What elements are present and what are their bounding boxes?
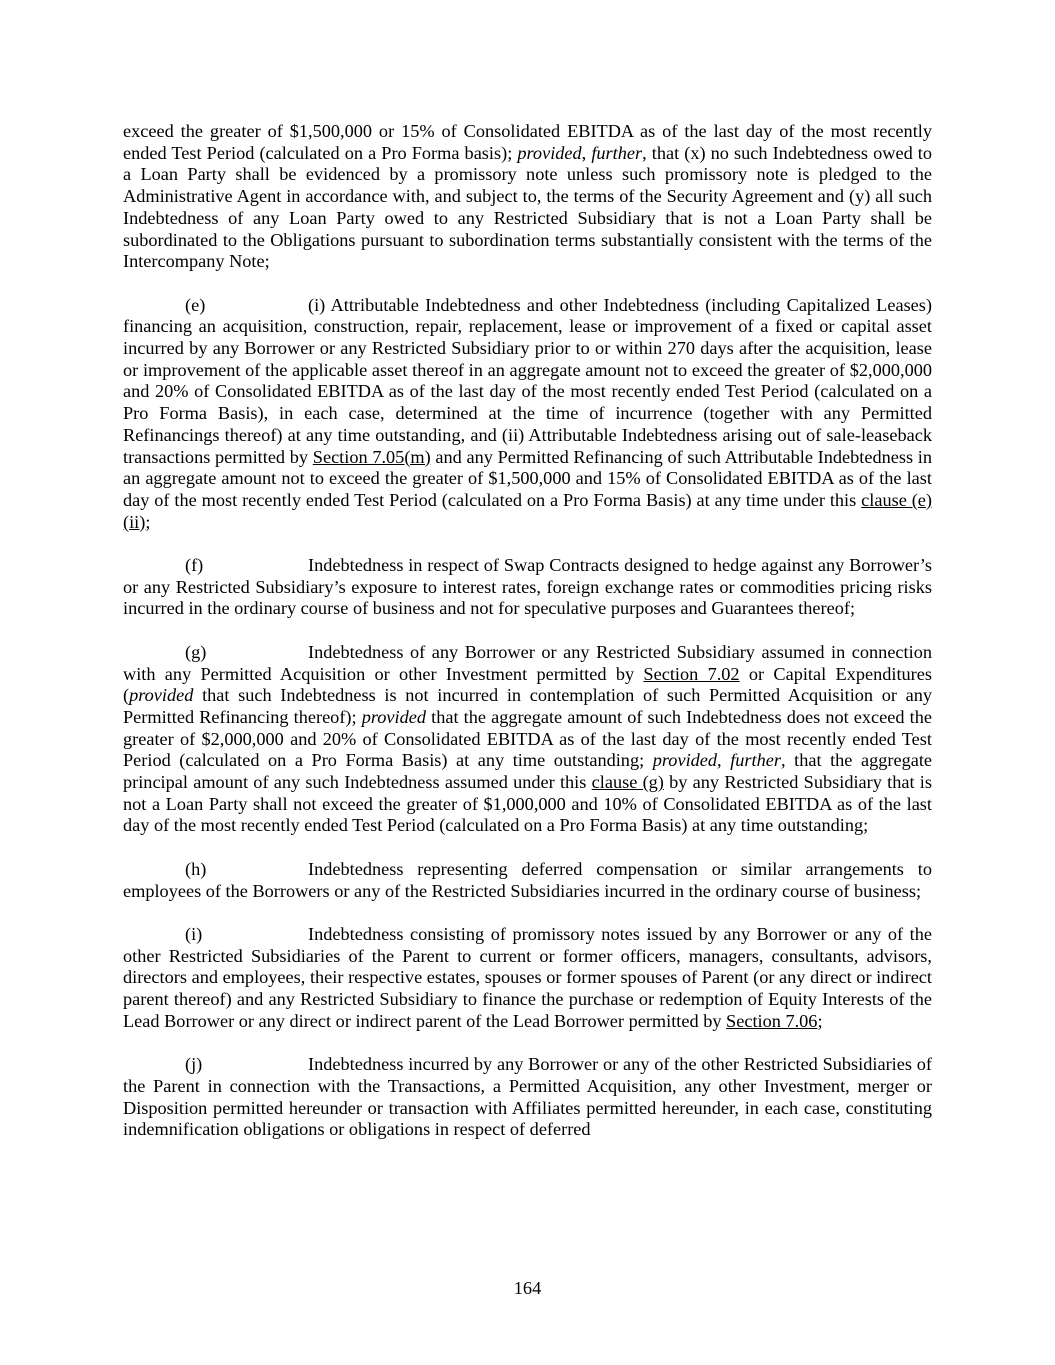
paragraph — [123, 295, 932, 534]
section-reference: Section 7.05(m) — [312, 446, 431, 467]
emphasized-text: provided — [652, 750, 718, 771]
text-segment: and any Permitted Refinancing of such Attributable Indebtedness in an aggregate amount not to exceed the greater of $1,500,000 and 15% of Consolidated EBITDA as of the last day of the most recently ended Test Period (calculated on a Pro Forma Basis) at any time under this — [123, 446, 933, 510]
text-segment: that the aggregate amount of such Indebtedness does not exceed the greater of $2,000,000 and 20% of Consolidated EBITDA as of the last day of the most recently ended Test Period (calculated on a Pro Forma Basis) at any time outstanding; — [123, 706, 932, 771]
page-number: 164 — [513, 1278, 542, 1298]
text-segment: , — [581, 142, 592, 163]
paragraph — [123, 859, 932, 902]
section-reference: clause (e)(ii) — [123, 489, 933, 532]
paragraph — [123, 924, 932, 1033]
document-body — [123, 121, 932, 1141]
clause-label: (g) — [185, 641, 207, 662]
clause-label: (h) — [185, 858, 207, 879]
text-segment: that such Indebtedness is not incurred in contemplation of such Permitted Acquisition or any Permitted Refinancing thereof); — [123, 685, 932, 727]
text-segment: , that the aggregate principal amount of any such Indebtedness assumed under this — [123, 750, 933, 793]
emphasized-text: provided — [517, 142, 582, 163]
emphasized-text: provided — [361, 706, 427, 727]
text-segment: , that (x) no such Indebtedness owed to a Loan Party shall be evidenced by a promissory note unless such promissory note is pledged to the Administrative Agent in accordance with, and subject to, the terms of the Security Agreement and (y) all such Indebtedness of any Loan Party owed to any Restricted Subsidiary that is not a Loan Party shall be subordinated to the Obligations pursuant to subordination terms substantially consistent with the terms of the Intercompany Note; — [123, 142, 933, 272]
text-segment: ; — [817, 1010, 823, 1031]
paragraph — [123, 555, 932, 620]
clause-label: (f) — [185, 555, 204, 576]
text-segment: exceed the greater of $1,500,000 or 15% of Consolidated EBITDA as of the last day of the most recently ended Test Period (calculated on a Pro Forma basis); — [123, 121, 932, 163]
text-segment: , — [717, 750, 731, 771]
text-segment: ; — [145, 511, 151, 532]
emphasized-text: further — [730, 750, 781, 771]
emphasized-text: provided — [129, 685, 194, 706]
text-segment: Indebtedness consisting of promissory notes issued by any Borrower or any of the other Restricted Subsidiaries of the Parent to current or former officers, managers, consultants, advisors, directors and employees, their respective estates, spouses or former spouses of Parent (or any direct or indirect parent thereof) and any Restricted Subsidiary to finance the purchase or redemption of Equity Interests of the Lead Borrower or any direct or indirect parent of the Lead Borrower permitted by — [123, 923, 932, 1031]
paragraph — [123, 1054, 932, 1141]
text-segment: by any Restricted Subsidiary that is not a Loan Party shall not exceed the greater of $1,000,000 and 10% of Consolidated EBITDA as of the last day of the most recently ended Test Period (calculated on a Pro Forma Basis) at any time outstanding; — [123, 772, 932, 836]
section-reference: clause (g) — [591, 772, 664, 793]
section-reference: Section 7.06 — [726, 1010, 818, 1031]
emphasized-text: further — [591, 142, 643, 163]
text-segment: Indebtedness of any Borrower or any Restricted Subsidiary assumed in connection with any Permitted Acquisition or other Investment permitted by — [123, 641, 932, 684]
clause-label: (j) — [185, 1054, 203, 1075]
text-segment: or Capital Expenditures ( — [123, 663, 932, 706]
paragraph — [123, 642, 932, 837]
text-segment: Indebtedness incurred by any Borrower or any of the other Restricted Subsidiaries of the Parent in connection with the Transactions, a Permitted Acquisition, any other Investment, merger or Disposition permitted hereunder or transaction with Affiliates permitted hereunder, in each case, constituting indemnification obligations or obligations in respect of deferred — [123, 1054, 932, 1140]
paragraph — [123, 121, 932, 273]
section-reference: Section 7.02 — [643, 663, 740, 684]
clause-label: (e) — [185, 294, 206, 315]
text-segment: Indebtedness in respect of Swap Contracts designed to hedge against any Borrower’s or any Restricted Subsidiary’s exposure to interest rates, foreign exchange rates or commodities pricing risks incurred in the ordinary course of business and not for speculative purposes and Guarantees thereof; — [123, 555, 932, 619]
text-segment: Indebtedness representing deferred compensation or similar arrangements to employees of the Borrowers or any of the Restricted Subsidiaries incurred in the ordinary course of business; — [123, 858, 932, 901]
text-segment: (i) Attributable Indebtedness and other Indebtedness (including Capitalized Leases) financing an acquisition, construction, repair, replacement, lease or improvement of a fixed or capital asset incurred by any Borrower or any Restricted Subsidiary prior to or within 270 days after the acquisition, lease or improvement of the applicable asset thereof in an aggregate amount not to exceed the greater of $2,000,000 and 20% of Consolidated EBITDA as of the last day of the most recently ended Test Period (calculated on a Pro Forma Basis), in each case, determined at the time of incurrence (together with any Permitted Refinancings thereof) at any time outstanding, and (ii) Attributable Indebtedness arising out of sale-leaseback transactions permitted by — [123, 294, 932, 467]
clause-label: (i) — [185, 923, 203, 944]
